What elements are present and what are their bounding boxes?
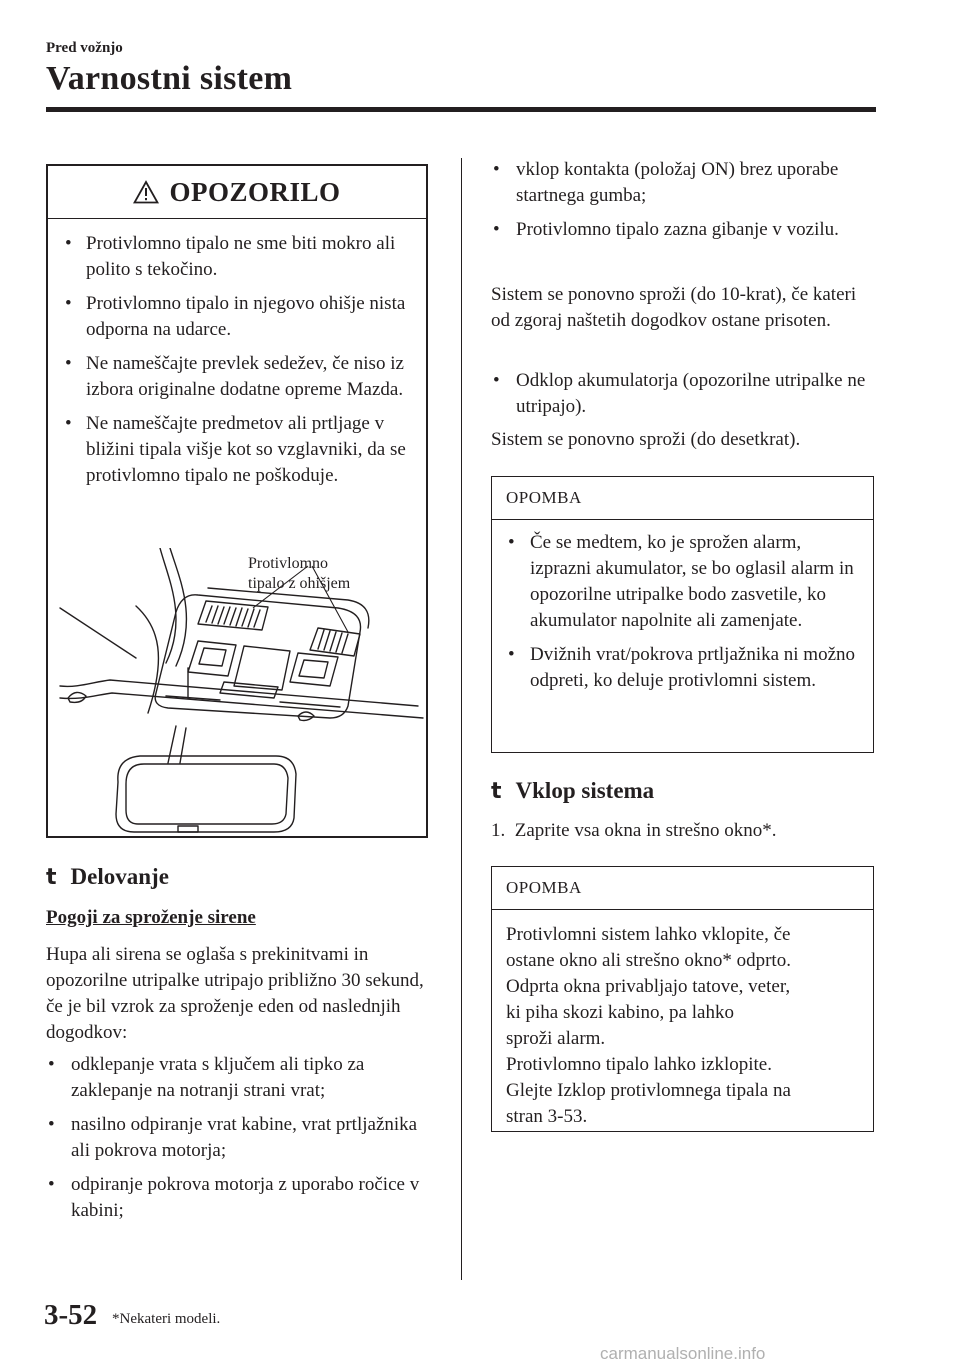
repeat-text-2: Sistem se ponovno sproži (do desetkrat).	[491, 429, 801, 450]
note-title: OPOMBA	[492, 477, 873, 520]
warning-header	[48, 166, 426, 219]
trigger-item: • nasilno odpiranje vrat kabine, vrat prtljažnika ali pokrova motorja;	[46, 1112, 430, 1164]
warning-triangle-icon	[133, 180, 159, 204]
delovanje-intro: Hupa ali sirena se oglaša s prekinitvami in opozorilne utripalke utripajo približno 30 sekund, če je bil vzrok za sproženje eden od naslednjih dogodkov:	[46, 944, 424, 1043]
trigger-item: • Protivlomno tipalo zazna gibanje v vozilu.	[491, 217, 876, 243]
delovanje-heading	[46, 864, 169, 890]
note-line: ostane okno ali strešno okno* odprto.	[506, 950, 791, 971]
note-line: Protivlomno tipalo lahko izklopite.	[506, 1054, 772, 1075]
title-rule	[46, 107, 876, 112]
note-body	[492, 910, 873, 1130]
note-line: ki piha skozi kabino, pa lahko	[506, 1002, 734, 1023]
footnote: *Nekateri modeli.	[112, 1311, 221, 1327]
trigger-item: • odklepanje vrata s ključem ali tipko za zaklepanje na notranji strani vrat;	[46, 1052, 430, 1104]
vklop-title: Vklop sistema	[515, 778, 655, 803]
warning-item: • Ne nameščajte prevlek sedežev, če niso iz izbora originalne dodatne opreme Mazda.	[48, 351, 426, 403]
figure-label-line: Protivlomno	[248, 555, 329, 572]
trigger-list-left	[46, 1052, 430, 1232]
note-list	[506, 530, 859, 694]
page-title: Varnostni sistem	[46, 60, 293, 97]
note-line: Protivlomni sistem lahko vklopite, če	[506, 924, 791, 945]
trigger-list-right	[491, 157, 876, 251]
trigger-item: • odpiranje pokrova motorja z uporabo ročice v kabini;	[46, 1172, 430, 1224]
note-box	[491, 476, 874, 753]
note-title: OPOMBA	[492, 867, 873, 910]
warning-item: • Protivlomno tipalo in njegovo ohišje nista odporna na udarce.	[48, 291, 426, 343]
section-label: Pred vožnjo	[46, 40, 123, 56]
repeat-text: Sistem se ponovno sproži (do 10-krat), če kateri od zgoraj naštetih dogodkov ostane prisoten.	[491, 284, 857, 331]
note-line: Glejte Izklop protivlomnega tipala na	[506, 1080, 791, 1101]
vklop-heading	[491, 778, 654, 804]
note-line: Odprta okna privabljajo tatove, veter,	[506, 976, 791, 997]
column-divider	[461, 158, 462, 1280]
page-number: 3-52	[44, 1299, 98, 1331]
note-item: • Če se medtem, ko je sprožen alarm, izprazni akumulator, se bo oglasil alarm in opozorilne utripalke bodo zasvetile, ko akumulator napolnite ali zamenjate.	[506, 530, 859, 634]
note-item: • Dvižnih vrat/pokrova prtljažnika ni možno odpreti, ko deluje protivlomni sistem.	[506, 642, 859, 694]
warning-list	[48, 219, 426, 489]
battery-list	[491, 368, 876, 428]
siren-conditions-subheading: Pogoji za sproženje sirene	[46, 907, 256, 928]
note-line: stran 3-53.	[506, 1106, 588, 1127]
warning-title: OPOZORILO	[169, 176, 341, 207]
note-body	[492, 520, 873, 694]
warning-item: • Protivlomno tipalo ne sme biti mokro ali polito s tekočino.	[48, 231, 426, 283]
note-line: sproži alarm.	[506, 1028, 606, 1049]
figure-label-line: tipalo z ohišjem	[248, 575, 351, 592]
warning-item: • Ne nameščajte predmetov ali prtljage v bližini tipala višje kot so vzglavniki, da se protivlomno tipalo ne poškoduje.	[48, 411, 426, 489]
delovanje-title: Delovanje	[70, 864, 169, 889]
warning-box	[46, 164, 428, 838]
watermark: carmanualsonline.info	[600, 1344, 766, 1363]
note-box-2	[491, 866, 874, 1132]
trigger-item: • vklop kontakta (položaj ON) brez uporabe startnega gumba;	[491, 157, 876, 209]
section-marker: t	[491, 778, 502, 804]
section-marker: t	[46, 864, 57, 890]
step-1: 1. Zaprite vsa okna in strešno okno*.	[491, 820, 777, 841]
battery-item: • Odklop akumulatorja (opozorilne utripalke ne utripajo).	[491, 368, 876, 420]
overhead-console-illustration	[48, 548, 426, 836]
